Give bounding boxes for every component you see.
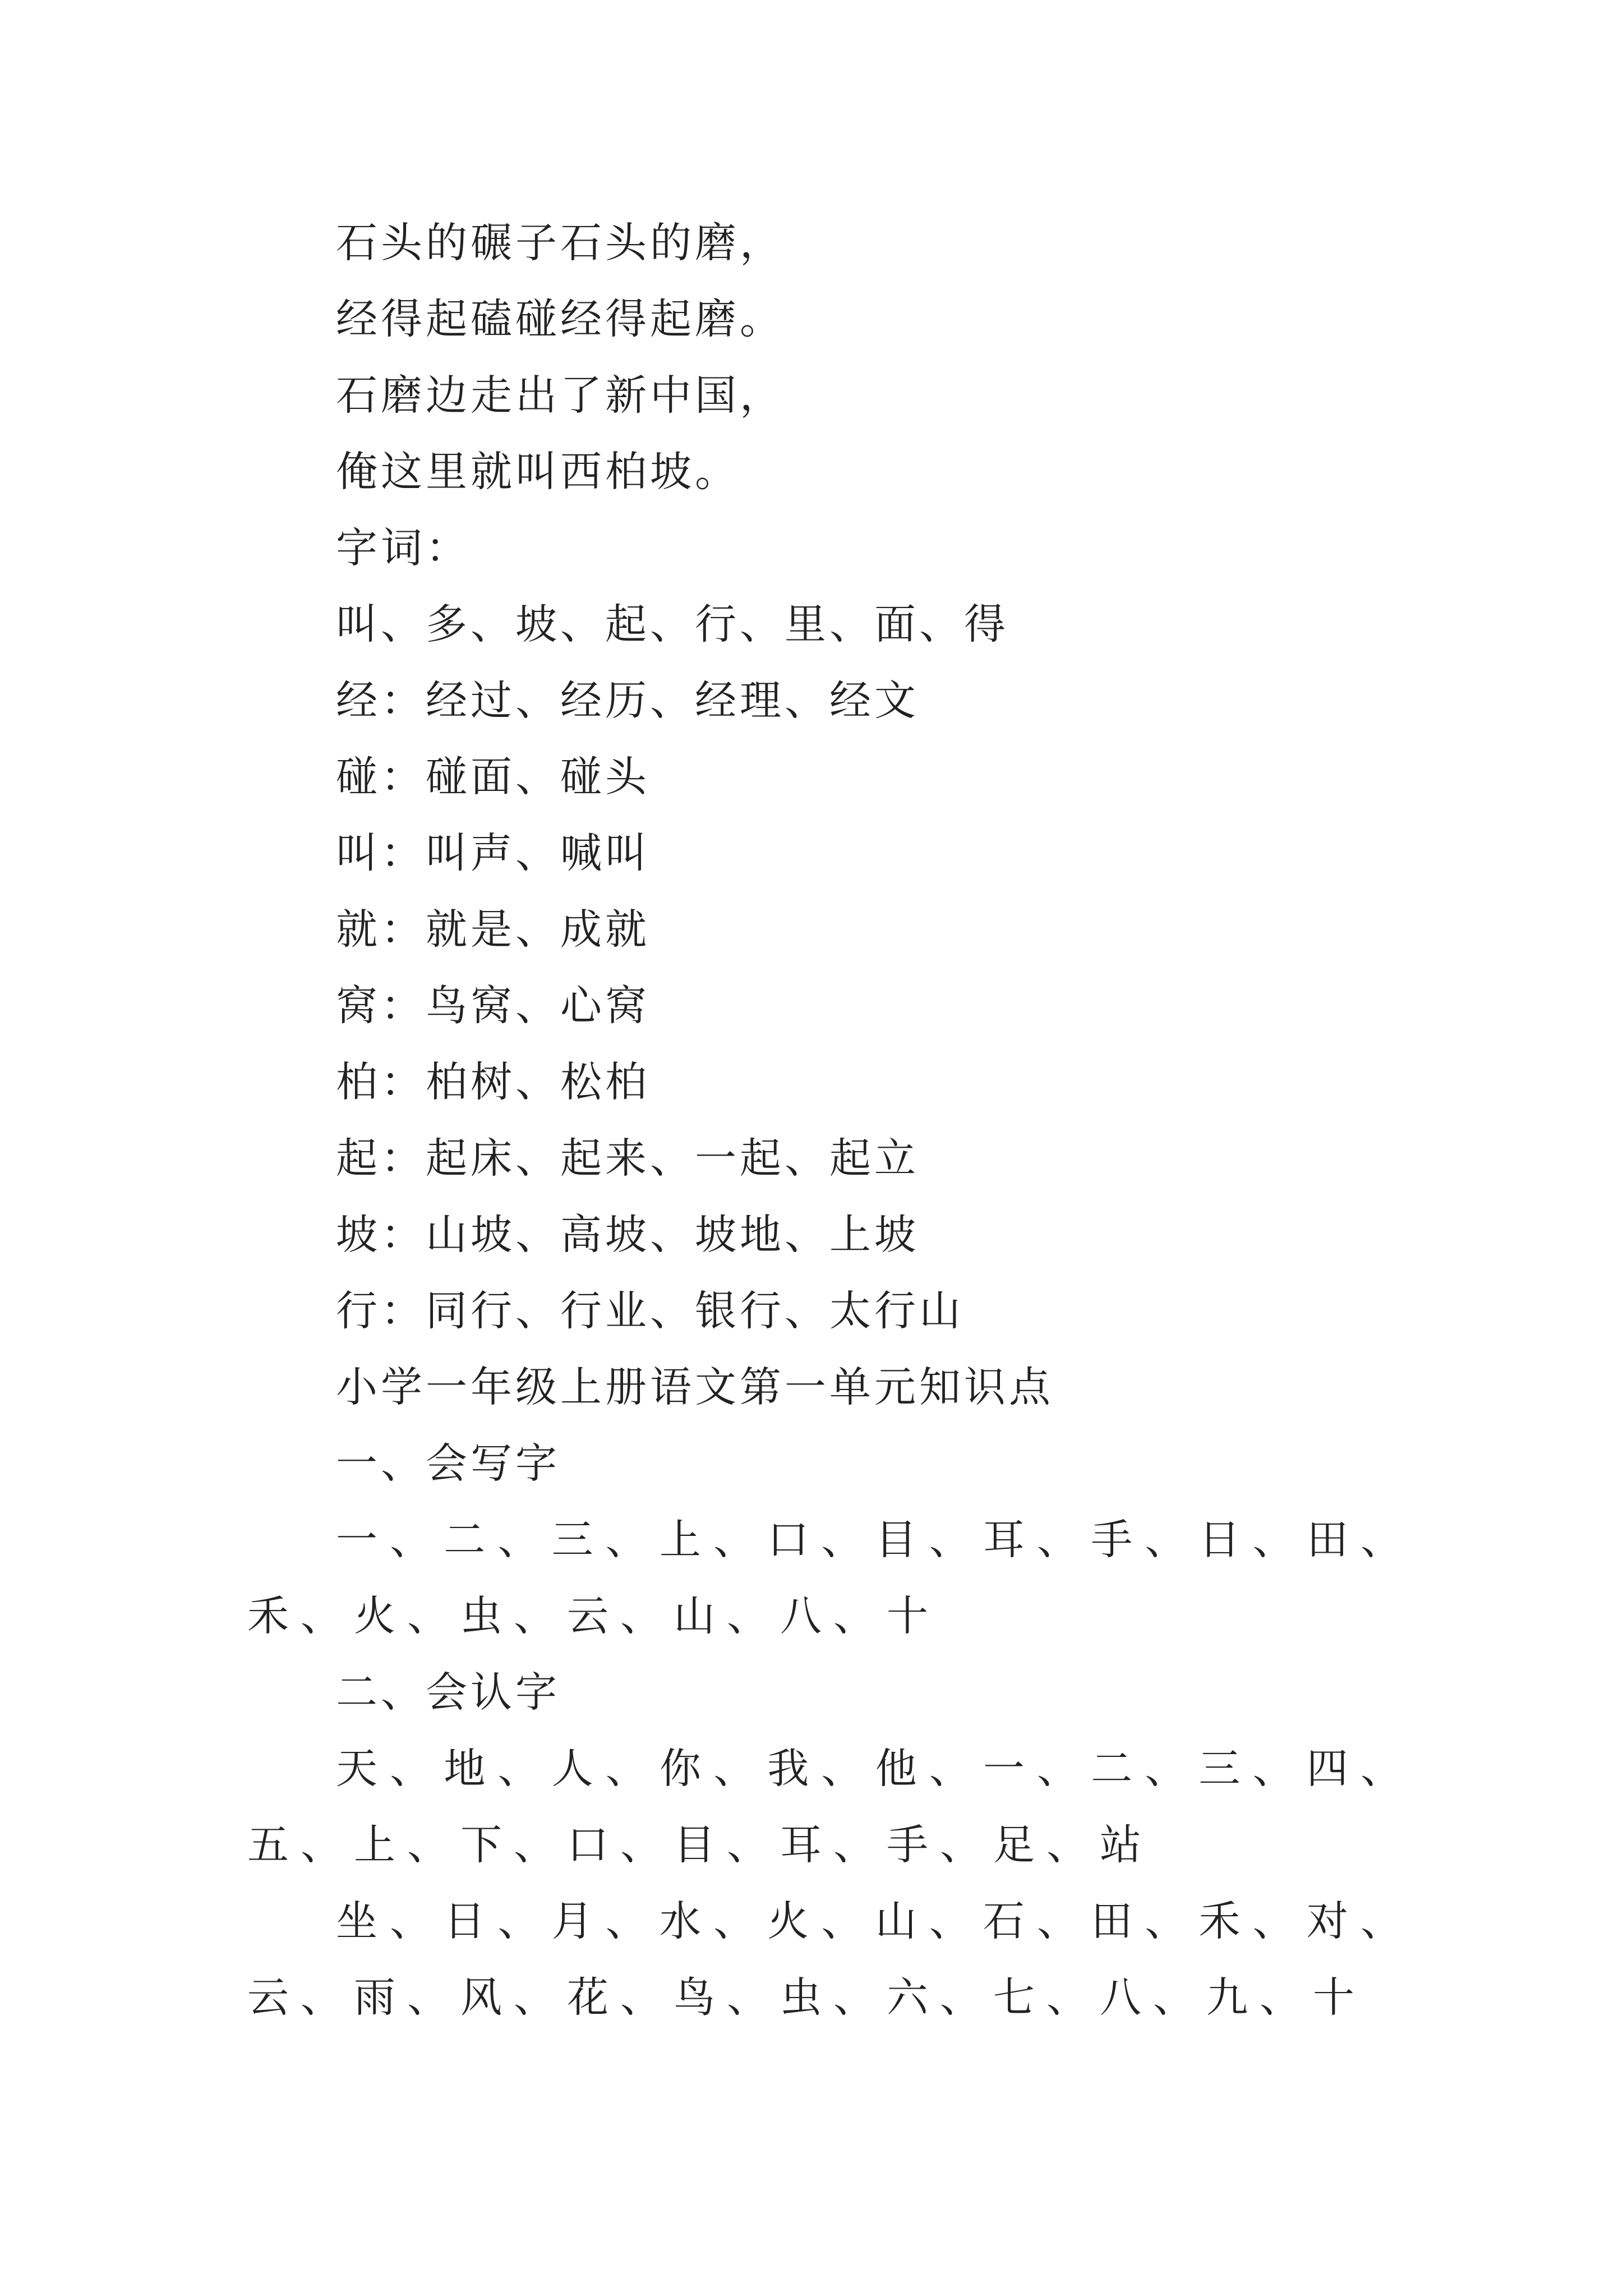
vocab-item: 就：就是、成就 [336, 905, 650, 954]
vocab-char-list: 叫、多、坡、起、行、里、面、得 [336, 600, 1009, 648]
vocab-item: 行：同行、行业、银行、太行山 [336, 1287, 964, 1335]
vocab-item: 经：经过、经历、经理、经文 [336, 677, 919, 725]
recognize-chars-paragraph: 坐、日、月、水、火、山、石、田、禾、对、云、雨、风、花、鸟、虫、六、七、八、九、十 [247, 1897, 1414, 2022]
document-body [247, 205, 1414, 2036]
vocab-heading: 字词： [336, 524, 471, 572]
vocab-item: 柏：柏树、松柏 [336, 1058, 650, 1106]
section-title: 小学一年级上册语文第一单元知识点 [336, 1363, 1054, 1411]
poem-line: 石磨边走出了新中国， [336, 371, 785, 420]
vocab-item: 窝：鸟窝、心窝 [336, 982, 650, 1030]
vocab-item: 坡：山坡、高坡、坡地、上坡 [336, 1211, 919, 1259]
vocab-item: 叫：叫声、喊叫 [336, 829, 650, 877]
write-chars-paragraph: 一、二、三、上、口、目、耳、手、日、田、禾、火、虫、云、山、八、十 [247, 1516, 1414, 1640]
recognize-chars-heading: 二、会认字 [336, 1668, 560, 1717]
poem-line: 经得起磕碰经得起磨。 [336, 295, 785, 343]
vocab-item: 起：起床、起来、一起、起立 [336, 1134, 919, 1182]
poem-line: 石头的碾子石头的磨， [336, 219, 785, 267]
recognize-chars-paragraph: 天、地、人、你、我、他、一、二、三、四、五、上、下、口、目、耳、手、足、站 [247, 1745, 1414, 1869]
poem-line: 俺这里就叫西柏坡。 [336, 448, 740, 496]
write-chars-heading: 一、会写字 [336, 1439, 560, 1488]
vocab-item: 碰：碰面、碰头 [336, 753, 650, 801]
